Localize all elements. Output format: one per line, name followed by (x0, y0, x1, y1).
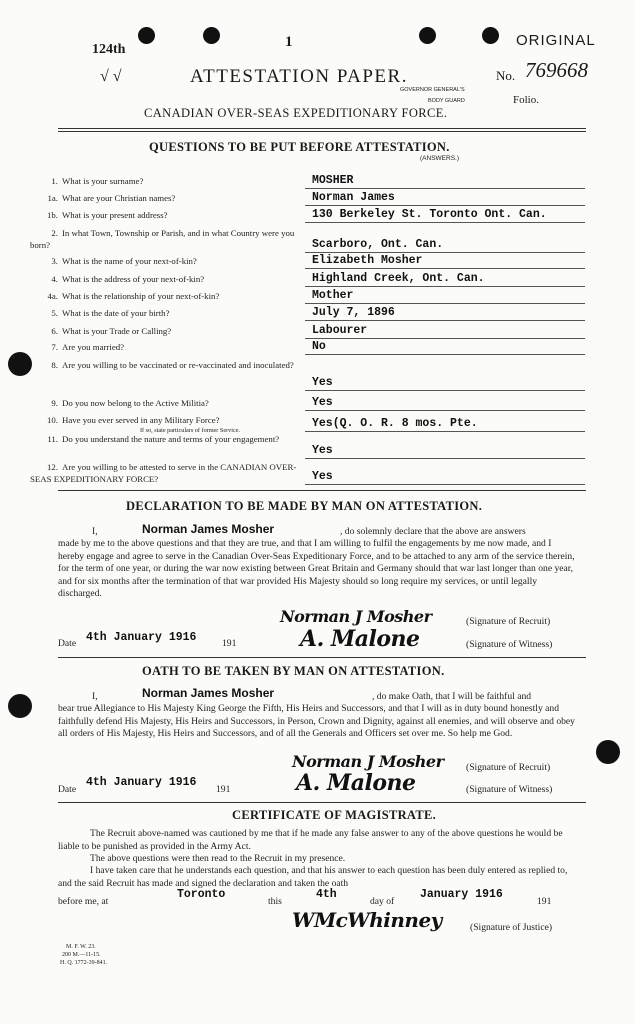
certificate-day: 4th (316, 888, 337, 901)
declaration-recruit-label: (Signature of Recruit) (466, 616, 551, 627)
certificate-month-year: January 1916 (420, 888, 503, 901)
answer-text: Yes(Q. O. R. 8 mos. Pte. (312, 417, 478, 430)
question-text: Do you now belong to the Active Militia? (62, 398, 209, 408)
question-number: 2. (51, 228, 58, 238)
question-text: What is the relationship of your next-of-kin? (62, 291, 220, 301)
punch-hole (203, 27, 220, 44)
answer-text: Scarboro, Ont. Can. (312, 238, 444, 251)
answers-label: (ANSWERS.) (420, 155, 459, 162)
footer-line-1: M. F. W. 23. (66, 944, 96, 950)
question-row (30, 342, 300, 354)
answer-text: Labourer (312, 324, 368, 337)
answer-text: July 7, 1896 (312, 306, 395, 319)
question-number: 1b. (47, 210, 58, 220)
question-text: What is your present address? (62, 210, 168, 220)
question-row (30, 398, 300, 410)
answer-line (305, 410, 585, 411)
question-row (30, 176, 300, 188)
answer-line (305, 484, 585, 485)
page-number: 1 (285, 34, 293, 50)
divider (58, 802, 586, 803)
oath-recruit-signature: Norman J Mosher (292, 752, 444, 771)
answer-line (305, 431, 585, 432)
attestation-number: 769668 (525, 58, 588, 82)
question-text: In what Town, Township or Parish, and in what Country were you born? (30, 228, 295, 250)
declaration-witness-signature: A. Malone (300, 626, 420, 652)
force-title: CANADIAN OVER-SEAS EXPEDITIONARY FORCE. (144, 106, 448, 120)
answer-text: 130 Berkeley St. Toronto Ont. Can. (312, 208, 547, 221)
certificate-day-of-label: day of (370, 896, 395, 907)
oath-date-label: Date (58, 784, 77, 795)
question-row (30, 326, 300, 338)
question-text: Are you willing to be vaccinated or re-vaccinated and inoculated? (62, 360, 294, 370)
original-stamp: ORIGINAL (516, 32, 596, 49)
question-number: 9. (51, 398, 58, 408)
question-text: Are you willing to be attested to serve in the CANADIAN OVER-SEAS EXPEDITIONARY FORCE? (30, 462, 297, 484)
question-number: 3. (51, 256, 58, 266)
justice-signature: WMcWhinney (292, 908, 442, 932)
question-row (30, 210, 300, 222)
question-text: What is the date of your birth? (62, 308, 170, 318)
certificate-para-3: I have taken care that he understands each question, and that his answer to each question has been duly entered as replied to, and the said Recruit has made and signed the declaration and taken the oath (58, 865, 568, 889)
justice-label: (Signature of Justice) (470, 922, 553, 933)
answer-line (305, 222, 585, 223)
question-number: 8. (51, 360, 58, 370)
certificate-heading: CERTIFICATE OF MAGISTRATE. (232, 808, 437, 822)
answer-text: No (312, 340, 326, 353)
answer-line (305, 286, 585, 287)
question-number: 1a. (47, 193, 58, 203)
answer-text: Highland Creek, Ont. Can. (312, 272, 485, 285)
questions-heading: QUESTIONS TO BE PUT BEFORE ATTESTATION. (149, 140, 450, 154)
oath-recruit-label: (Signature of Recruit) (466, 762, 551, 773)
governor-line-2: BODY GUARD (428, 98, 465, 104)
oath-witness-signature: A. Malone (296, 770, 416, 796)
question-row (30, 360, 300, 372)
oath-witness-label: (Signature of Witness) (466, 784, 553, 795)
oath-heading: OATH TO BE TAKEN BY MAN ON ATTESTATION. (142, 664, 445, 678)
divider (58, 131, 586, 132)
question-text: Have you ever served in any Military Force? (62, 415, 220, 425)
question-text: Are you married? (62, 342, 125, 352)
question-row (30, 228, 300, 251)
question-row (30, 434, 300, 446)
question-number: 1. (51, 176, 58, 186)
declaration-year-suffix: 191 (222, 638, 237, 649)
answer-line (305, 252, 585, 253)
question-text: Do you understand the nature and terms of your engagement? (62, 434, 280, 444)
divider (58, 128, 586, 129)
question-row (30, 308, 300, 320)
answer-line (305, 354, 585, 355)
oath-text-start: , do make Oath, that I will be faithful and (372, 691, 532, 702)
oath-text: bear true Allegiance to His Majesty King George the Fifth, His Heirs and Successors, and that I will as in duty bound honestly and faithfully defend His Majesty, His Heirs and Successors, in Person, Crown and Dignity, against all enemies, and will observe and obey all orders of His Majesty, His Heirs and Successors, and of all the Generals and Officers set over me. So help me God. (58, 703, 575, 740)
declaration-text-start: , do solemnly declare that the above are answers (340, 526, 526, 537)
footer-line-3: H. Q. 1772-39-841. (60, 960, 108, 966)
punch-hole (8, 694, 32, 718)
question-row (30, 193, 300, 205)
punch-hole (596, 740, 620, 764)
answer-line (305, 205, 585, 206)
certificate-this-label: this (268, 896, 282, 907)
oath-i: I, (92, 691, 98, 702)
question-number: 7. (51, 342, 58, 352)
answer-text: Yes (312, 376, 333, 389)
question-number: 4. (51, 274, 58, 284)
punch-hole (482, 27, 499, 44)
punch-hole (8, 352, 32, 376)
certificate-place: Toronto (177, 888, 226, 901)
question-row (30, 415, 300, 435)
declaration-recruit-signature: Norman J Mosher (280, 607, 432, 626)
divider (58, 657, 586, 658)
question-number: 4a. (47, 291, 58, 301)
footer-line-2: 200 M.—11-15. (62, 952, 101, 958)
no-label: No. (496, 68, 516, 83)
oath-name: Norman James Mosher (142, 686, 275, 700)
question-row (30, 291, 300, 303)
certificate-para-2: The above questions were then read to the Recruit in my presence. (90, 853, 346, 864)
certificate-para-1: The Recruit above-named was cautioned by me that if he made any false answer to any of the above questions he would be liable to be punished as provided in the Army Act. (58, 828, 563, 852)
answer-text: Mother (312, 289, 354, 302)
checkmarks: √ √ (100, 68, 122, 85)
battalion-label: 124th (92, 42, 126, 57)
question-text: What is your surname? (62, 176, 144, 186)
governor-line-1: GOVERNOR GENERAL'S (400, 87, 465, 93)
answer-text: Norman James (312, 191, 395, 204)
declaration-heading: DECLARATION TO BE MADE BY MAN ON ATTESTATION. (126, 499, 483, 513)
question-number: 6. (51, 326, 58, 336)
question-row (30, 462, 300, 485)
punch-hole (138, 27, 155, 44)
question-number: 10. (47, 415, 58, 425)
question-note: If so, state particulars of former Service. (140, 426, 240, 434)
punch-hole (419, 27, 436, 44)
declaration-text: made by me to the above questions and that they are true, and that I am willing to fulfil the engagements by me now made, and I hereby engage and agree to serve in the Canadian Over-Seas Expeditionary Force, and to be attached to any arm of the service therein, for the term of one year, or during the war now existing between Great Britain and Germany should that war last longer than one year, and for six months after the termination of that war provided His Majesty should so long require my services, or until legally discharged. (58, 538, 575, 600)
answer-line (305, 390, 585, 391)
answer-line (305, 303, 585, 304)
page-title: ATTESTATION PAPER. (190, 66, 408, 87)
divider (58, 490, 586, 491)
oath-year-suffix: 191 (216, 784, 231, 795)
question-row (30, 256, 300, 268)
question-number: 11. (47, 434, 58, 444)
folio-label: Folio. (513, 94, 539, 106)
question-row (30, 274, 300, 286)
answer-text: Yes (312, 470, 333, 483)
certificate-year-suffix: 191 (537, 896, 552, 907)
question-text: What are your Christian names? (62, 193, 176, 203)
oath-date: 4th January 1916 (86, 776, 197, 789)
question-number: 5. (51, 308, 58, 318)
answer-text: Elizabeth Mosher (312, 254, 423, 267)
declaration-name: Norman James Mosher (142, 522, 275, 536)
answer-line (305, 458, 585, 459)
declaration-date: 4th January 1916 (86, 631, 197, 644)
answer-text: Yes (312, 444, 333, 457)
answer-text: MOSHER (312, 174, 354, 187)
answer-line (305, 188, 585, 189)
declaration-date-label: Date (58, 638, 77, 649)
answer-line (305, 338, 585, 339)
question-number: 12. (47, 462, 58, 472)
declaration-witness-label: (Signature of Witness) (466, 639, 553, 650)
declaration-i: I, (92, 526, 98, 537)
answer-line (305, 320, 585, 321)
question-text: What is the name of your next-of-kin? (62, 256, 197, 266)
question-text: What is the address of your next-of-kin? (62, 274, 205, 284)
answer-line (305, 268, 585, 269)
question-text: What is your Trade or Calling? (62, 326, 172, 336)
answer-text: Yes (312, 396, 333, 409)
certificate-before-label: before me, at (58, 896, 109, 907)
